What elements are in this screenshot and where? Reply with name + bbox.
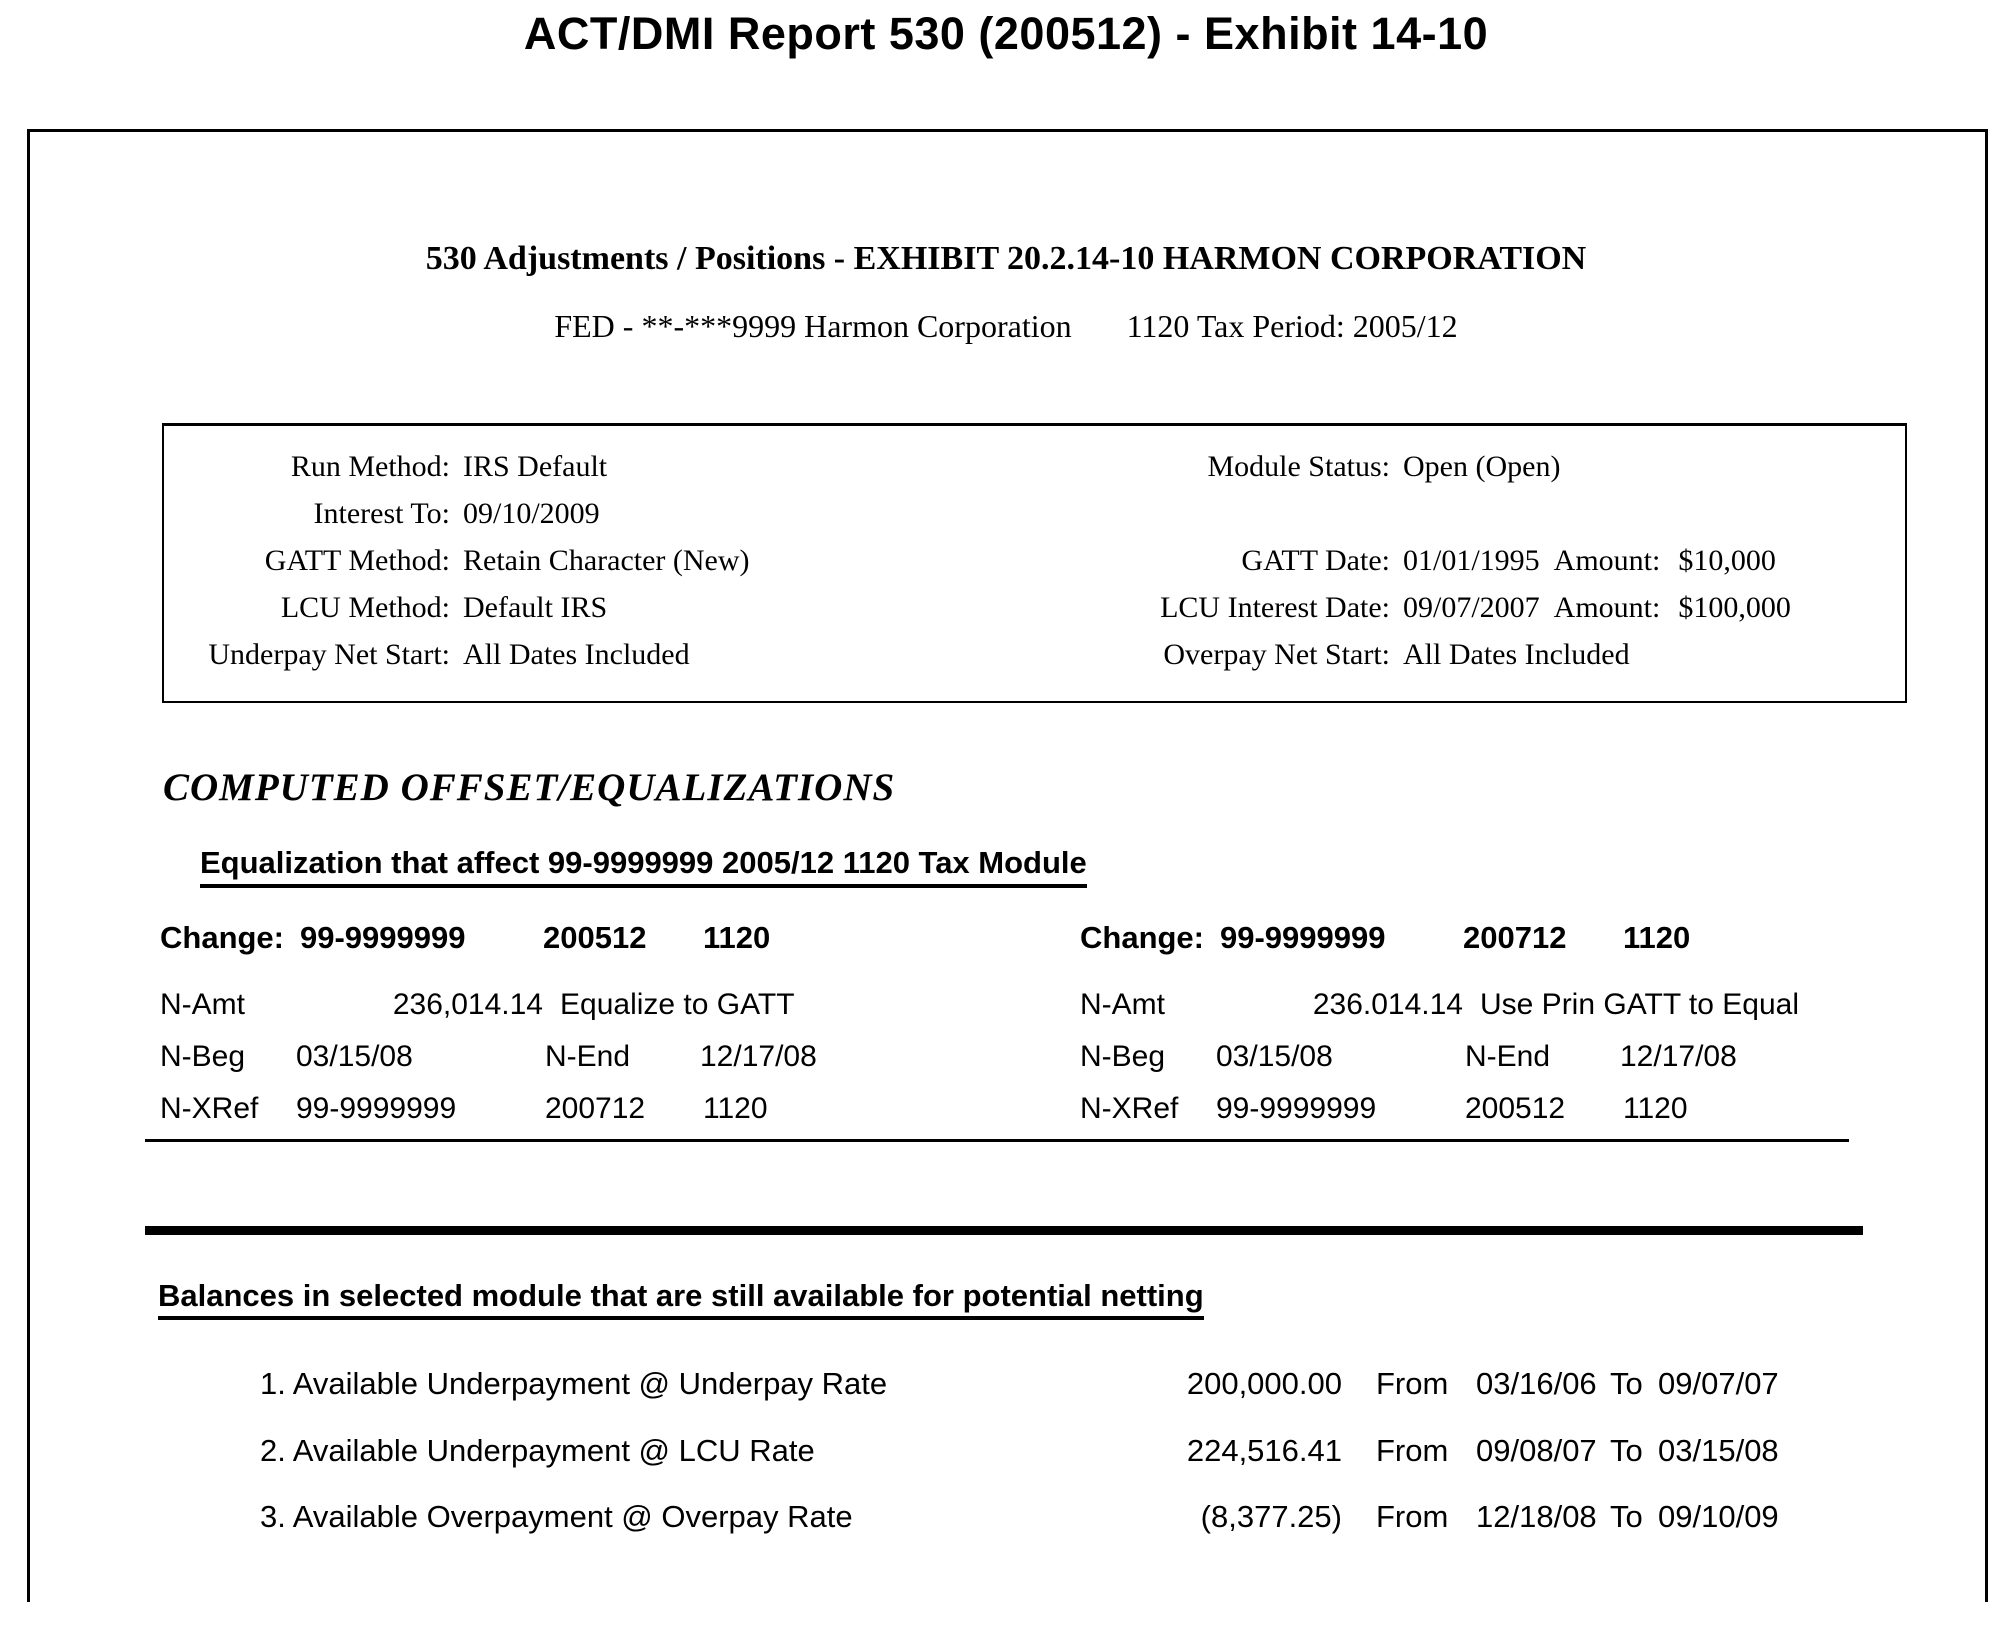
balance-amount: 200,000.00 <box>1186 1366 1342 1401</box>
n-end-date: 12/17/08 <box>700 1040 817 1073</box>
gatt-amount-label: Amount: <box>1553 544 1661 577</box>
balance-amount: (8,377.25) <box>1200 1499 1342 1534</box>
page-title: ACT/DMI Report 530 (200512) - Exhibit 14-10 <box>523 8 1489 59</box>
info-row-gatt-method <box>170 537 750 584</box>
to-label: To <box>1610 1499 1643 1534</box>
interest-to-value: 09/10/2009 <box>463 497 600 530</box>
change-block-left <box>160 920 990 1135</box>
n-xref-period: 200712 <box>545 1092 646 1125</box>
n-end-label: N-End <box>1465 1040 1551 1073</box>
n-amt-label: N-Amt <box>160 988 245 1021</box>
info-row-interest-to <box>170 490 750 537</box>
lcu-method-label: LCU Method: <box>280 591 450 624</box>
gatt-amount-value: $10,000 <box>1678 544 1776 577</box>
from-date: 09/08/07 <box>1476 1433 1597 1468</box>
from-date: 03/16/06 <box>1476 1366 1597 1401</box>
n-xref-tin: 99-9999999 <box>1216 1092 1377 1125</box>
balances-heading: Balances in selected module that are still available for potential netting <box>158 1278 1204 1320</box>
balance-label: 1. Available Underpayment @ Underpay Rate <box>260 1366 888 1401</box>
module-status-label: Module Status: <box>1207 450 1390 483</box>
module-status-value: Open (Open) <box>1403 450 1561 483</box>
report-header-line1: 530 Adjustments / Positions - EXHIBIT 20.2.14-10 HARMON CORPORATION <box>425 240 1587 277</box>
fed-entity-text: FED - **-***9999 Harmon Corporation <box>554 308 1072 344</box>
underpay-net-start-label: Underpay Net Start: <box>208 638 450 671</box>
run-settings-left-column <box>170 443 750 678</box>
balance-label: 2. Available Underpayment @ LCU Rate <box>260 1433 815 1468</box>
computed-offset-section-title: COMPUTED OFFSET/EQUALIZATIONS <box>163 766 896 809</box>
from-label: From <box>1376 1433 1449 1468</box>
n-end-date: 12/17/08 <box>1620 1040 1737 1073</box>
to-label: To <box>1610 1433 1643 1468</box>
info-row-run-method <box>170 443 750 490</box>
info-row-blank <box>950 490 1791 537</box>
n-beg-label: N-Beg <box>160 1040 246 1073</box>
n-amt-label: N-Amt <box>1080 988 1165 1021</box>
info-row-underpay-net-start <box>170 631 750 678</box>
n-xref-mft: 1120 <box>1623 1092 1688 1125</box>
lcu-method-value: Default IRS <box>463 591 608 624</box>
change-tin: 99-9999999 <box>300 920 466 955</box>
change-tin: 99-9999999 <box>1220 920 1386 955</box>
n-amt-value: 236,014.14 <box>392 988 543 1021</box>
change-label: Change: <box>1080 920 1204 955</box>
info-row-gatt-date <box>950 537 1791 584</box>
to-date: 03/15/08 <box>1658 1433 1779 1468</box>
n-amt-value: 236.014.14 <box>1312 988 1463 1021</box>
gatt-date-value: 01/01/1995 <box>1403 544 1540 577</box>
run-method-label: Run Method: <box>290 450 450 483</box>
change-period: 200712 <box>1463 920 1567 955</box>
from-label: From <box>1376 1366 1449 1401</box>
from-label: From <box>1376 1499 1449 1534</box>
run-method-value: IRS Default <box>463 450 608 483</box>
lcu-interest-date-value: 09/07/2007 <box>1403 591 1540 624</box>
to-date: 09/10/09 <box>1658 1499 1779 1534</box>
n-xref-label: N-XRef <box>160 1092 259 1125</box>
n-beg-date: 03/15/08 <box>296 1040 413 1073</box>
to-label: To <box>1610 1366 1643 1401</box>
from-date: 12/18/08 <box>1476 1499 1597 1534</box>
overpay-net-start-label: Overpay Net Start: <box>1163 638 1390 671</box>
change-mft: 1120 <box>1623 920 1691 955</box>
balance-row-lcu-rate <box>0 1433 2012 1475</box>
n-xref-mft: 1120 <box>703 1092 768 1125</box>
n-amt-description: Equalize to GATT <box>560 988 795 1021</box>
tax-period-text: 1120 Tax Period: 2005/12 <box>1126 308 1458 344</box>
info-row-lcu-method <box>170 584 750 631</box>
lcu-amount-value: $100,000 <box>1678 591 1791 624</box>
info-row-overpay-net-start <box>950 631 1791 678</box>
equalization-heading: Equalization that affect 99-9999999 2005/12 1120 Tax Module <box>200 845 1087 888</box>
change-period: 200512 <box>543 920 647 955</box>
n-xref-tin: 99-9999999 <box>296 1092 457 1125</box>
report-header-line2 <box>0 308 2012 345</box>
n-xref-period: 200512 <box>1465 1092 1566 1125</box>
underpay-net-start-value: All Dates Included <box>463 638 690 671</box>
overpay-net-start-value: All Dates Included <box>1403 638 1630 671</box>
n-amt-description: Use Prin GATT to Equal <box>1480 988 1800 1021</box>
info-row-module-status <box>950 443 1791 490</box>
gatt-method-label: GATT Method: <box>264 544 450 577</box>
n-beg-date: 03/15/08 <box>1216 1040 1333 1073</box>
to-date: 09/07/07 <box>1658 1366 1779 1401</box>
lcu-interest-date-label: LCU Interest Date: <box>1160 591 1390 624</box>
blank-label <box>950 490 1390 537</box>
change-mft: 1120 <box>703 920 771 955</box>
run-settings-right-column <box>950 443 1791 678</box>
info-row-lcu-interest-date <box>950 584 1791 631</box>
n-xref-label: N-XRef <box>1080 1092 1179 1125</box>
change-label: Change: <box>160 920 284 955</box>
balance-row-underpay-rate <box>0 1366 2012 1408</box>
balance-amount: 224,516.41 <box>1186 1433 1342 1468</box>
lcu-amount-label: Amount: <box>1553 591 1661 624</box>
n-end-label: N-End <box>545 1040 631 1073</box>
divider-thick <box>145 1226 1863 1235</box>
balance-label: 3. Available Overpayment @ Overpay Rate <box>260 1499 853 1534</box>
n-beg-label: N-Beg <box>1080 1040 1166 1073</box>
divider-thin <box>145 1139 1849 1142</box>
gatt-date-label: GATT Date: <box>1241 544 1390 577</box>
balance-row-overpay-rate <box>0 1499 2012 1541</box>
gatt-method-value: Retain Character (New) <box>463 544 750 577</box>
change-block-right <box>1080 920 1910 1135</box>
interest-to-label: Interest To: <box>313 497 450 530</box>
